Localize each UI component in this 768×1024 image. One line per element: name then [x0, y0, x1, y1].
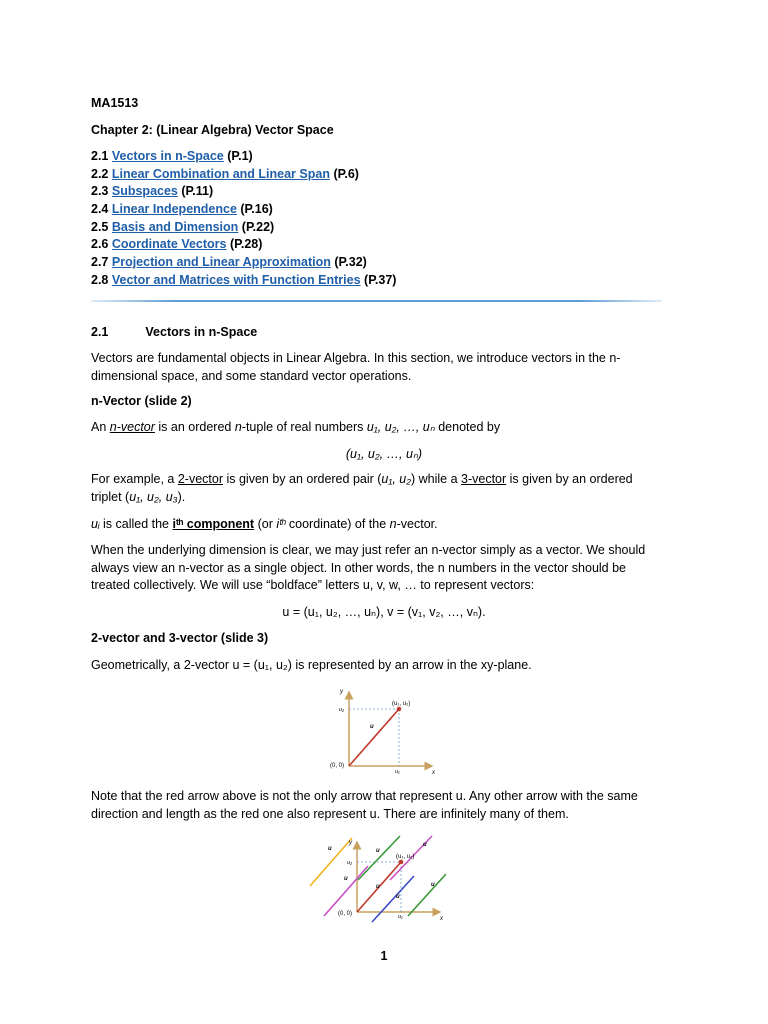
x-label: x [440, 916, 443, 922]
point-label: (u₁, u₂) [396, 854, 415, 860]
toc-item-2-5[interactable]: 2.5 Basis and Dimension (P.22) [91, 219, 275, 234]
toc-item-2-6[interactable]: 2.6 Coordinate Vectors (P.28) [91, 237, 263, 252]
intro-paragraph: Vectors are fundamental objects in Linear Algebra. In this section, we introduce vectors in the n-dimensional space, and some standard vector operations. [91, 351, 621, 383]
u-label-green-1: u [376, 848, 380, 854]
toc-link[interactable]: Linear Independence [111, 202, 237, 217]
u-label: u [370, 724, 374, 730]
arrow-purple-1 [324, 866, 368, 916]
nvector-definition: An n-vector is an ordered n-tuple of real numbers u₁, u₂, …, uₙ denoted by [91, 420, 501, 434]
component-definition: uᵢ is called the iᵗʰ component (or iᵗʰ coordinate) of the n-vector. [91, 517, 438, 531]
u-label-red: u [376, 884, 380, 890]
nvector-heading: n-Vector (slide 2) [91, 394, 192, 408]
point-label: (u₁, u₂) [392, 701, 411, 707]
u-label-blue: u [396, 894, 400, 900]
toc-link[interactable]: Vector and Matrices with Function Entries [111, 272, 361, 287]
vector-figure-2 [300, 834, 460, 926]
u1-label: u₁ [395, 769, 400, 775]
origin-label: (0, 0) [338, 911, 353, 917]
y-label: y [340, 689, 343, 695]
u-label-orange: u [328, 846, 332, 852]
toc-item-2-3[interactable]: 2.3 Subspaces (P.11) [91, 184, 214, 199]
boldface-paragraph: When the underlying dimension is clear, we may just refer an n-vector simply as a vector. We should always view an n-vector as a single object. In other words, the n numbers in the vector should be treated collectively. We will use “boldface” letters u, v, w, … to represent vectors: [91, 543, 646, 592]
toc-item-2-7[interactable]: 2.7 Projection and Linear Approximation (P.32) [91, 255, 367, 270]
vector-endpoint [399, 860, 404, 865]
section-divider [91, 300, 662, 302]
tuple-display: (u₁, u₂, …, uₙ) [345, 447, 423, 461]
toc-item-2-4[interactable]: 2.4 Linear Independence (P.16) [91, 202, 273, 217]
toc-link[interactable]: Projection and Linear Approximation [111, 255, 331, 270]
example-paragraph: For example, a 2-vector is given by an ordered pair (u₁, u₂) while a 3-vector is given by an ordered triplet (u₁, u₂, u₃). [91, 472, 633, 504]
toc-link[interactable]: Vectors in n-Space [111, 149, 224, 163]
toc-link[interactable]: Coordinate Vectors [111, 237, 227, 252]
u-label-purple-1: u [344, 876, 348, 882]
toc-item-2-1[interactable]: 2.1 Vectors in n-Space (P.1) [91, 149, 253, 163]
note-paragraph: Note that the red arrow above is not the only arrow that represent u. Any other arrow with the same direction and length as the red one also represent u. There are infinitely many of them. [91, 789, 638, 821]
arrow-green-2 [408, 874, 446, 916]
origin-label: (0, 0) [330, 763, 345, 769]
u2-label: u₂ [347, 860, 353, 866]
toc-link[interactable]: Linear Combination and Linear Span [111, 166, 330, 181]
toc-item-2-2[interactable]: 2.2 Linear Combination and Linear Span (P.6) [91, 166, 359, 181]
y-label: y [349, 840, 352, 846]
chapter-title: Chapter 2: (Linear Algebra) Vector Space [91, 123, 334, 137]
course-code: MA1513 [91, 96, 139, 110]
u1-label: u₁ [398, 914, 403, 920]
toc-link[interactable]: Basis and Dimension [111, 219, 239, 234]
arrow-green-1 [358, 836, 400, 880]
u-label-purple-2: u [423, 842, 427, 848]
vector-u-arrow [349, 709, 399, 766]
vector-display: u = (u₁, u₂, …, uₙ), v = (v₁, v₂, …, vₙ). [282, 605, 486, 619]
section-heading: 2.1 Vectors in n-Space [91, 325, 258, 339]
toc-link[interactable]: Subspaces [111, 184, 178, 199]
table-of-contents [91, 148, 662, 290]
two-vector-heading: 2-vector and 3-vector (slide 3) [91, 631, 269, 645]
u2-label: u₂ [339, 707, 345, 713]
x-label: x [432, 770, 435, 776]
vector-figure-1 [320, 684, 450, 776]
toc-item-2-8[interactable]: 2.8 Vector and Matrices with Function Entries (P.37) [91, 272, 397, 287]
geometric-paragraph: Geometrically, a 2-vector u = (u₁, u₂) is represented by an arrow in the xy-plane. [91, 658, 532, 672]
page-number: 1 [380, 949, 388, 963]
u-label-green-2: u [431, 882, 435, 888]
arrow-blue [372, 876, 414, 922]
vector-endpoint [397, 707, 402, 712]
